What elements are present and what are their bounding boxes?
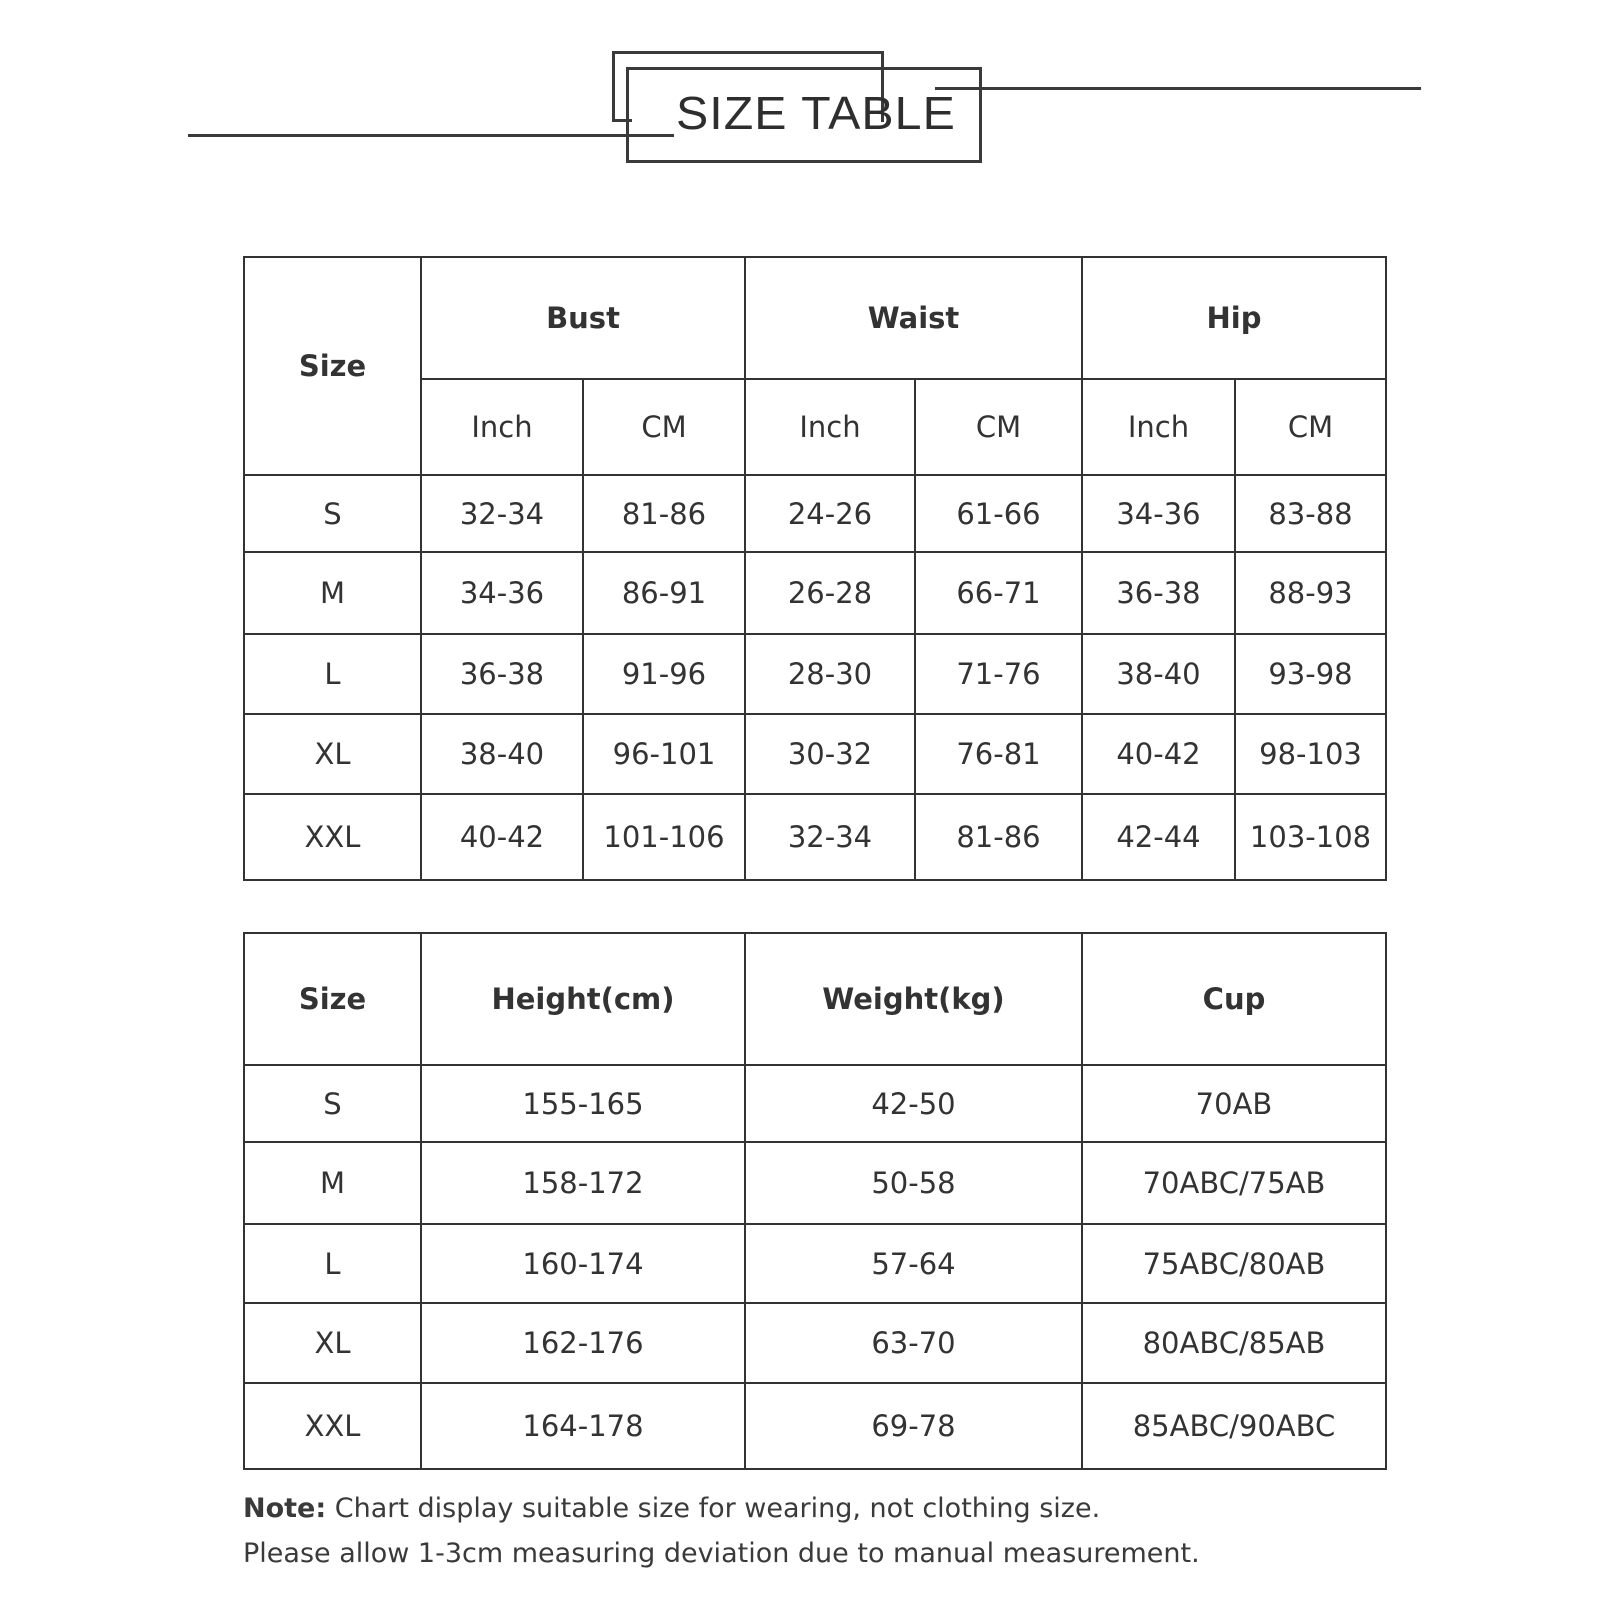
hip-inch-cell: 38-40 [1082, 634, 1235, 714]
hip-inch-cell: 34-36 [1082, 475, 1235, 552]
size-cell: M [244, 1142, 421, 1224]
hip-cm-cell: 83-88 [1235, 475, 1386, 552]
table-row [244, 1383, 1386, 1469]
waist-inch-cell: 30-32 [745, 714, 915, 794]
waist-inch-cell: 28-30 [745, 634, 915, 714]
height-cell: 164-178 [421, 1383, 745, 1469]
size-cell: XL [244, 714, 421, 794]
hip-cm-cell: 88-93 [1235, 552, 1386, 634]
cup-cell: 70ABC/75AB [1082, 1142, 1386, 1224]
note-line-1 [243, 1486, 1200, 1531]
size-cell: S [244, 475, 421, 552]
table-row [244, 1065, 1386, 1142]
size-cell: M [244, 552, 421, 634]
hip-inch-cell: 36-38 [1082, 552, 1235, 634]
table-row [244, 794, 1386, 880]
note-block [243, 1486, 1200, 1576]
hip-cm-header: CM [1235, 379, 1386, 475]
size-cell: L [244, 1224, 421, 1303]
title-banner [0, 0, 1600, 200]
waist-inch-header: Inch [745, 379, 915, 475]
header-row [244, 933, 1386, 1065]
size-cell: XXL [244, 1383, 421, 1469]
hip-inch-header: Inch [1082, 379, 1235, 475]
weight-cell: 63-70 [745, 1303, 1082, 1383]
bust-inch-cell: 34-36 [421, 552, 583, 634]
size-cell: XXL [244, 794, 421, 880]
decorative-line-right [935, 87, 1421, 90]
size-header: Size [244, 933, 421, 1065]
waist-inch-cell: 32-34 [745, 794, 915, 880]
waist-cm-cell: 61-66 [915, 475, 1082, 552]
table-row [244, 1303, 1386, 1383]
waist-header: Waist [745, 257, 1082, 379]
bust-cm-cell: 81-86 [583, 475, 745, 552]
table-row [244, 1224, 1386, 1303]
height-cell: 162-176 [421, 1303, 745, 1383]
group-header-row [244, 257, 1386, 379]
hip-cm-cell: 93-98 [1235, 634, 1386, 714]
waist-inch-cell: 26-28 [745, 552, 915, 634]
cup-cell: 75ABC/80AB [1082, 1224, 1386, 1303]
hip-cm-cell: 103-108 [1235, 794, 1386, 880]
cup-cell: 80ABC/85AB [1082, 1303, 1386, 1383]
hip-header: Hip [1082, 257, 1386, 379]
hip-cm-cell: 98-103 [1235, 714, 1386, 794]
waist-cm-cell: 81-86 [915, 794, 1082, 880]
size-header: Size [244, 257, 421, 475]
table-row [244, 1142, 1386, 1224]
height-cell: 155-165 [421, 1065, 745, 1142]
note-line-2: Please allow 1-3cm measuring deviation due to manual measurement. [243, 1538, 1200, 1569]
hip-inch-cell: 40-42 [1082, 714, 1235, 794]
bust-cm-cell: 91-96 [583, 634, 745, 714]
bust-inch-cell: 32-34 [421, 475, 583, 552]
bust-cm-cell: 96-101 [583, 714, 745, 794]
cup-cell: 70AB [1082, 1065, 1386, 1142]
weight-cell: 69-78 [745, 1383, 1082, 1469]
waist-inch-cell: 24-26 [745, 475, 915, 552]
decorative-line-left [188, 134, 674, 137]
table-row [244, 552, 1386, 634]
bust-cm-header: CM [583, 379, 745, 475]
body-size-table [243, 932, 1387, 1470]
waist-cm-cell: 76-81 [915, 714, 1082, 794]
bust-cm-cell: 101-106 [583, 794, 745, 880]
bust-inch-cell: 40-42 [421, 794, 583, 880]
measurements-table [243, 256, 1387, 881]
waist-cm-cell: 71-76 [915, 634, 1082, 714]
bust-header: Bust [421, 257, 745, 379]
table-row [244, 475, 1386, 552]
table-row [244, 634, 1386, 714]
note-text-1: Chart display suitable size for wearing, not clothing size. [326, 1493, 1101, 1524]
table-row [244, 714, 1386, 794]
waist-cm-cell: 66-71 [915, 552, 1082, 634]
weight-cell: 50-58 [745, 1142, 1082, 1224]
bust-cm-cell: 86-91 [583, 552, 745, 634]
note-label: Note: [243, 1493, 327, 1524]
size-cell: S [244, 1065, 421, 1142]
size-cell: L [244, 634, 421, 714]
weight-cell: 42-50 [745, 1065, 1082, 1142]
height-header: Height(cm) [421, 933, 745, 1065]
cup-cell: 85ABC/90ABC [1082, 1383, 1386, 1469]
weight-cell: 57-64 [745, 1224, 1082, 1303]
page-title: SIZE TABLE [676, 87, 956, 139]
height-cell: 158-172 [421, 1142, 745, 1224]
size-cell: XL [244, 1303, 421, 1383]
bust-inch-header: Inch [421, 379, 583, 475]
height-cell: 160-174 [421, 1224, 745, 1303]
waist-cm-header: CM [915, 379, 1082, 475]
bust-inch-cell: 38-40 [421, 714, 583, 794]
bust-inch-cell: 36-38 [421, 634, 583, 714]
hip-inch-cell: 42-44 [1082, 794, 1235, 880]
cup-header: Cup [1082, 933, 1386, 1065]
weight-header: Weight(kg) [745, 933, 1082, 1065]
